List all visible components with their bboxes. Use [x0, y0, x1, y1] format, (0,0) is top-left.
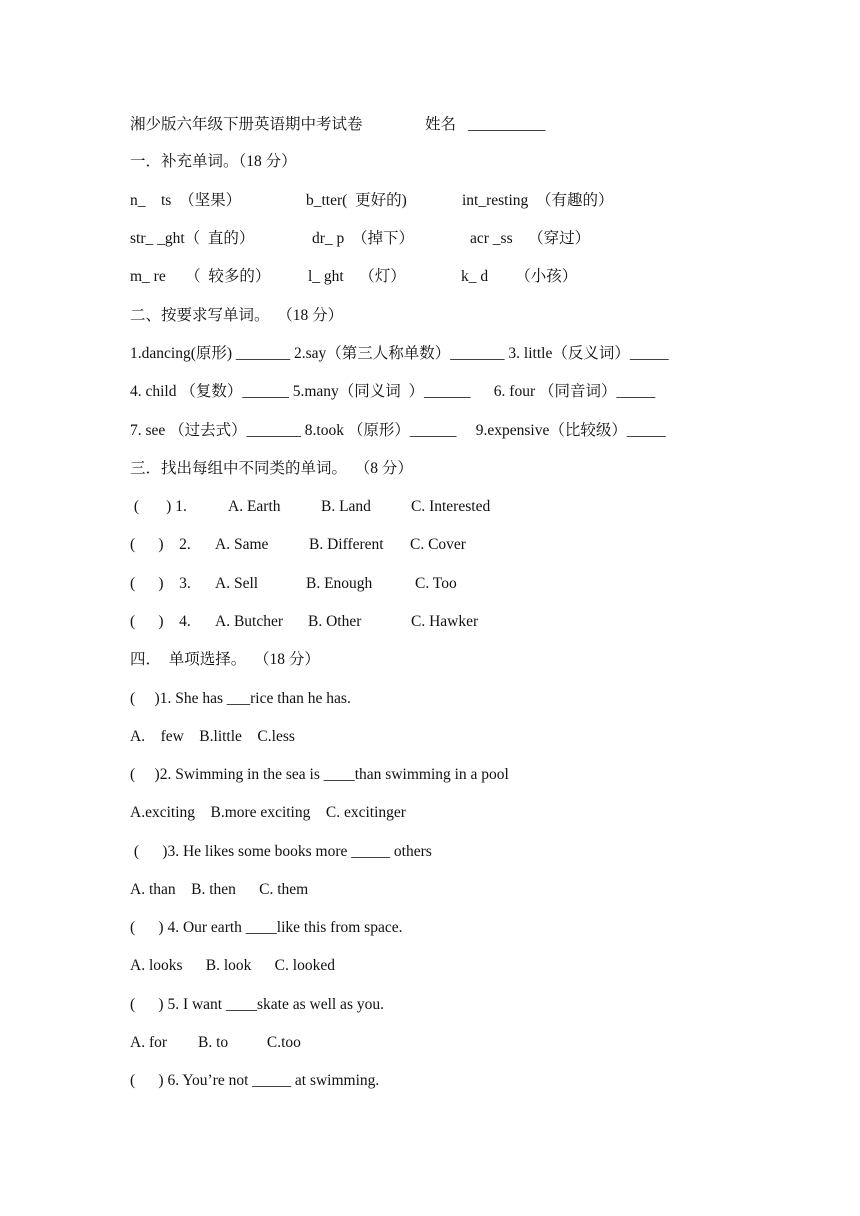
- exam-title: 湘少版六年级下册英语期中考试卷: [130, 116, 363, 133]
- section2-row: 1.dancing(原形) _______ 2.say（第三人称单数）_______ 3. little（反义词）_____: [130, 345, 669, 362]
- mc-question: ( ) 6. You’re not _____ at swimming.: [130, 1072, 380, 1089]
- mc-question: ( )3. He likes some books more _____ others: [130, 843, 432, 860]
- mc-question: ( ) 5. I want ____skate as well as you.: [130, 996, 384, 1013]
- option-c: C. Interested: [411, 498, 491, 515]
- fill-word: int_resting （有趣的）: [462, 192, 614, 209]
- fill-word: str_ _ght（ 直的）: [130, 230, 255, 247]
- section1-row: [130, 228, 591, 250]
- option-b: B. Other: [308, 613, 362, 630]
- odd-one-out-item: [130, 573, 457, 595]
- answer-paren: ( ) 4.: [130, 613, 191, 630]
- answer-paren: ( ) 2.: [130, 536, 191, 553]
- answer-paren: ( ) 1.: [130, 498, 187, 515]
- answer-paren: ( ) 3.: [130, 575, 191, 592]
- mc-question: ( )1. She has ___rice than he has.: [130, 690, 351, 707]
- section1-row: [130, 266, 578, 288]
- section1-row: [130, 190, 614, 212]
- option-a: A. Earth: [228, 498, 281, 515]
- fill-word: acr _ss （穿过）: [470, 230, 591, 247]
- fill-word: b_tter( 更好的): [306, 192, 407, 209]
- section2-row: 4. child （复数）______ 5.many（同义词 ）______ 6. four （同音词）_____: [130, 383, 656, 400]
- mc-options: A. few B.little C.less: [130, 728, 295, 745]
- section2-row: 7. see （过去式）_______ 8.took （原形）______ 9.expensive（比较级）_____: [130, 422, 666, 439]
- mc-question: ( ) 4. Our earth ____like this from space.: [130, 919, 403, 936]
- option-c: C. Hawker: [411, 613, 479, 630]
- odd-one-out-item: [130, 534, 466, 556]
- section3-heading: 三．找出每组中不同类的单词。 （8 分）: [130, 460, 413, 477]
- fill-word: k_ d （小孩）: [461, 268, 578, 285]
- section2-heading: 二、按要求写单词。 （18 分）: [130, 307, 344, 324]
- fill-word: m_ re （ 较多的）: [130, 268, 271, 285]
- name-blank: __________: [468, 116, 546, 133]
- option-b: B. Enough: [306, 575, 373, 592]
- fill-word: n_ ts （坚果）: [130, 192, 242, 209]
- option-a: A. Butcher: [215, 613, 284, 630]
- section4-heading: 四． 单项选择。 （18 分）: [130, 651, 320, 668]
- odd-one-out-item: [130, 611, 479, 633]
- odd-one-out-item: [130, 496, 491, 518]
- option-a: A. Same: [215, 536, 269, 553]
- section1-heading: 一．补充单词。（18 分）: [130, 153, 297, 170]
- option-b: B. Land: [321, 498, 371, 515]
- fill-word: l_ ght （灯）: [308, 268, 406, 285]
- option-b: B. Different: [309, 536, 384, 553]
- mc-options: A. than B. then C. them: [130, 881, 309, 898]
- name-label: 姓名: [425, 116, 457, 133]
- exam-header: [130, 114, 546, 136]
- mc-options: A. for B. to C.too: [130, 1034, 301, 1051]
- option-c: C. Too: [415, 575, 457, 592]
- mc-question: ( )2. Swimming in the sea is ____than swimming in a pool: [130, 766, 509, 783]
- mc-options: A. looks B. look C. looked: [130, 957, 335, 974]
- fill-word: dr_ p （掉下）: [312, 230, 415, 247]
- option-c: C. Cover: [410, 536, 466, 553]
- mc-options: A.exciting B.more exciting C. excitinger: [130, 804, 406, 821]
- option-a: A. Sell: [215, 575, 259, 592]
